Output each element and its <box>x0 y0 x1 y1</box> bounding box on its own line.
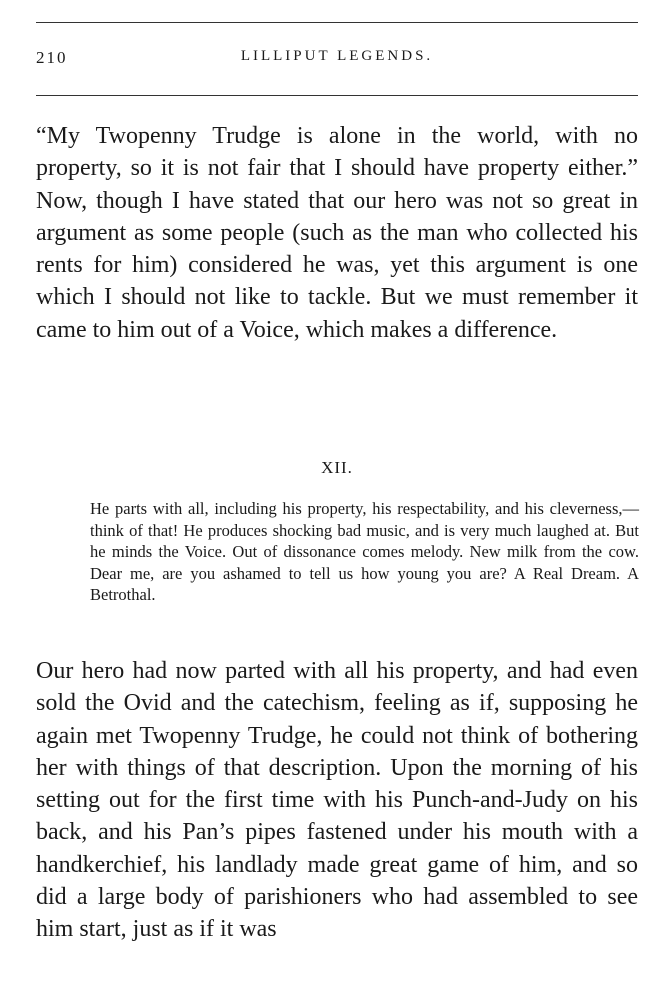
paragraph-2: Our hero had now parted with all his property, and had even sold the Ovid and the catechism, feeling as if, supposing he again met Twopenny Trudge, he could not think of bothering her with things of that description. Upon the morning of his setting out for the first time with his Punch-and-Judy on his back, and his Pan’s pipes fastened under his mouth with a handkerchief, his landlady made great game of him, and so did a large body of parishioners who had assembled to see him start, just as if it was <box>36 658 638 943</box>
paragraph-1: “My Twopenny Trudge is alone in the world, with no property, so it is not fair that I should have property either.” Now, though I have stated that our hero was not so great in argument as some people (such as the man who collected his rents for him) considered he was, yet this argument is one which I should not like to tackle. But we must remember it came to him out of a Voice, which makes a difference. <box>36 123 638 343</box>
page-number: 210 <box>36 48 68 67</box>
chapter-synopsis: He parts with all, including his property, his respectability, and his cleverness,—think of that! He produces shocking bad music, and is very much laughed at. But he minds the Voice. Out of dissonance comes melody. New milk from the cow. Dear me, are you ashamed to tell us how young you are? A Real Dream. A Betrothal. <box>90 499 639 604</box>
top-rule <box>36 22 638 23</box>
header-rule <box>36 95 638 96</box>
page-header <box>36 48 638 72</box>
running-title: LILLIPUT LEGENDS. <box>240 48 434 64</box>
chapter-heading: XII. <box>321 458 353 477</box>
